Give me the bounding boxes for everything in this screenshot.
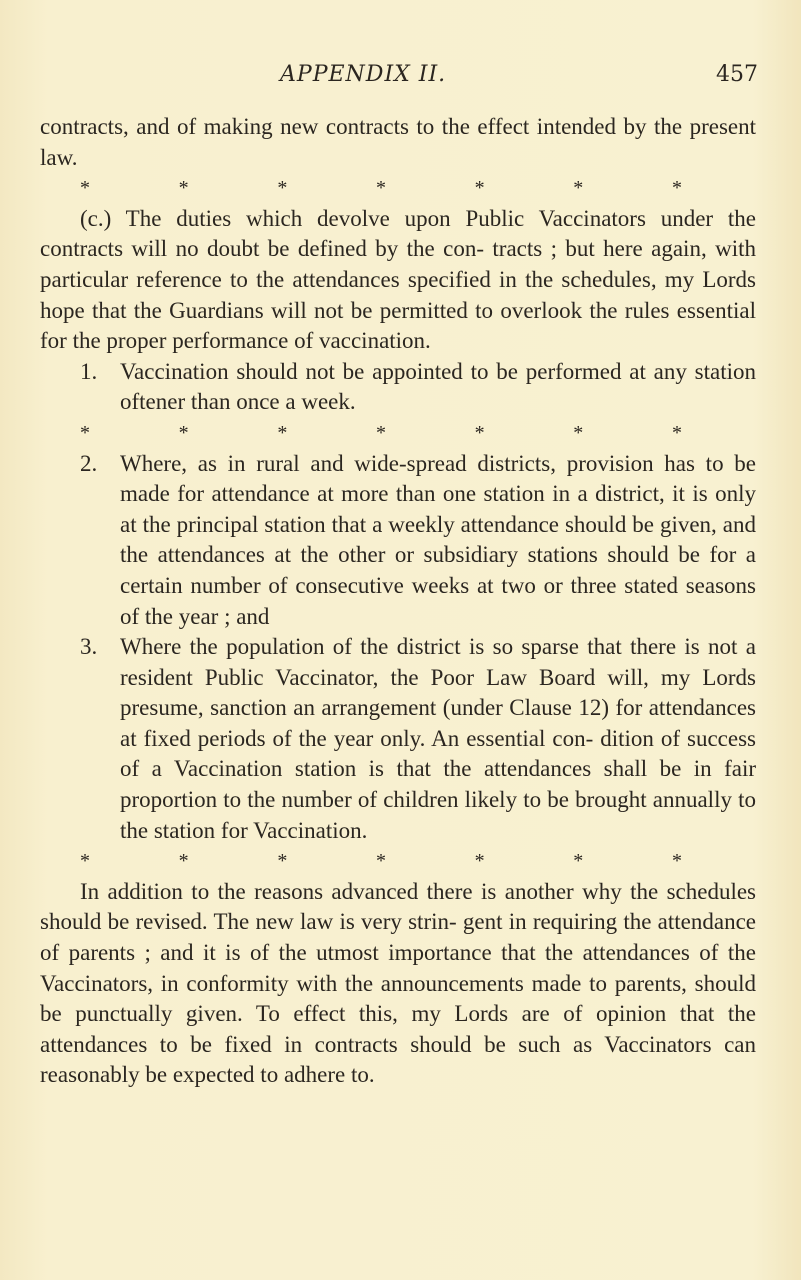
item-number: 3. <box>80 634 98 660</box>
page-number: 457 <box>716 62 758 87</box>
asterisk: * <box>671 177 682 200</box>
asterisk: * <box>277 421 288 444</box>
asterisk: * <box>178 421 189 444</box>
asterisk: * <box>573 421 584 444</box>
paragraph-additional-reasons: In addition to the reasons advanced there is another why the schedules should be revised. The new law is very strin- gent in requiring the attendance of parents ; and it is of the utmost importance that the attendances of the Vaccinators, in conformity with the announcements made to parents, should be punctually given. To effect this, my Lords are of opinion that the attendances to be fixed in contracts should be such as Vaccinators can reasonably be expected to adhere to. <box>40 878 756 1088</box>
body-text <box>40 112 756 1091</box>
asterisk: * <box>80 850 90 873</box>
item-number: 1. <box>80 358 98 384</box>
asterisk: * <box>80 177 90 200</box>
paragraph-contracts: contracts, and of making new contracts to the effect intended by the present law. <box>40 114 756 170</box>
asterisk: * <box>474 177 485 200</box>
asterisk: * <box>375 421 386 444</box>
page-header <box>0 62 801 102</box>
item-text: Vaccination should not be appointed to be performed at any station oftener than once a week. <box>120 358 756 415</box>
asterism <box>40 846 756 877</box>
asterisk: * <box>178 850 189 873</box>
item-text: Where the population of the district is so sparse that there is not a resident Public Vaccinator, the Poor Law Board will, my Lords presume, sanction an arrangement (under Clause 12) for attendances at fixed periods of the year only. An essential con- dition of success of a Vaccination station is that the attendances shall be in fair proportion to the number of children likely to be brought annually to the station for Vaccination. <box>120 634 756 843</box>
asterisk: * <box>474 850 485 873</box>
asterisk: * <box>80 421 90 444</box>
paragraph-duties: (c.) The duties which devolve upon Public Vaccinators under the contracts will no doubt be defined by the con- tracts ; but here again, with particular reference to the attendances specified in the schedules, my Lords hope that the Guardians will not be permitted to overlook the rules essential for the proper performance of vaccination. <box>40 205 756 354</box>
item-text: Where, as in rural and wide-spread districts, provision has to be made for attendance at more than one station in a district, it is only at the principal station that a weekly attendance should be given, and the attendances at the other or subsidiary stations should be for a certain number of consecutive weeks at two or three stated seasons of the year ; and <box>120 450 756 629</box>
asterisk: * <box>178 177 189 200</box>
asterisk: * <box>375 177 386 200</box>
asterism <box>40 418 756 449</box>
asterisk: * <box>474 421 485 444</box>
list-item <box>40 632 756 846</box>
asterisk: * <box>375 850 386 873</box>
asterisk: * <box>277 850 288 873</box>
asterism <box>40 173 756 204</box>
item-number: 2. <box>80 450 98 476</box>
list-item <box>40 357 756 418</box>
asterisk: * <box>671 850 682 873</box>
asterisk: * <box>573 850 584 873</box>
asterisk: * <box>277 177 288 200</box>
asterisk: * <box>671 421 682 444</box>
asterisk: * <box>573 177 584 200</box>
list-item <box>40 449 756 633</box>
running-head: APPENDIX II. <box>280 62 447 87</box>
